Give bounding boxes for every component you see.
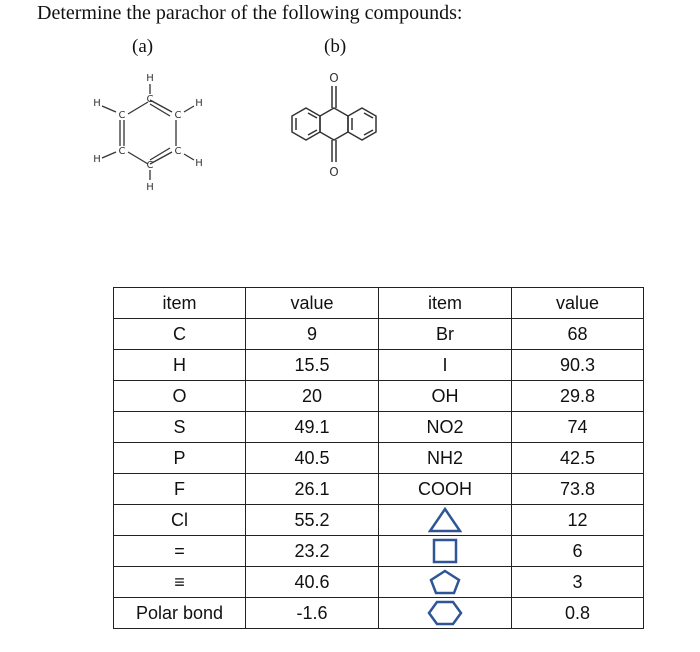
value-cell: 3 [512, 567, 644, 598]
value-cell: 90.3 [512, 350, 644, 381]
hexagon-icon [427, 600, 463, 626]
item-cell: O [114, 381, 246, 412]
value-cell: 68 [512, 319, 644, 350]
atom-h-lower-left: H [93, 154, 101, 165]
item-cell: = [114, 536, 246, 567]
item-cell: H [114, 350, 246, 381]
item-cell: NO2 [379, 412, 512, 443]
atom-o-bottom: O [329, 165, 339, 179]
header-value-2: value [512, 288, 644, 319]
table-row [114, 381, 644, 412]
compound-b-label: (b) [324, 36, 347, 57]
item-cell: Br [379, 319, 512, 350]
table-row [114, 474, 644, 505]
atom-c-top: C [146, 94, 154, 105]
value-cell: -1.6 [246, 598, 379, 629]
value-cell: 12 [512, 505, 644, 536]
atom-h-upper-left: H [93, 98, 101, 109]
pentagon-icon [429, 569, 461, 595]
value-cell: 20 [246, 381, 379, 412]
ring-shape-cell [379, 505, 512, 536]
value-cell: 0.8 [512, 598, 644, 629]
compound-a-structure [80, 62, 220, 202]
table-row [114, 536, 644, 567]
header-value-1: value [246, 288, 379, 319]
table-row [114, 319, 644, 350]
item-cell: ≡ [114, 567, 246, 598]
value-cell: 23.2 [246, 536, 379, 567]
item-cell: P [114, 443, 246, 474]
compound-b-structure [272, 62, 412, 192]
table-row [114, 350, 644, 381]
item-cell: S [114, 412, 246, 443]
square-icon [431, 538, 459, 564]
triangle-icon [428, 507, 462, 533]
item-cell: I [379, 350, 512, 381]
atom-c-lower-left: C [118, 146, 126, 157]
value-cell: 40.6 [246, 567, 379, 598]
value-cell: 42.5 [512, 443, 644, 474]
atom-c-bottom: C [146, 160, 154, 171]
atom-o-top: O [329, 71, 339, 85]
compound-a-label: (a) [132, 36, 154, 57]
value-cell: 6 [512, 536, 644, 567]
ring-shape-cell [379, 567, 512, 598]
table-row [114, 505, 644, 536]
item-cell: Cl [114, 505, 246, 536]
item-cell: OH [379, 381, 512, 412]
header-item-1: item [114, 288, 246, 319]
parachor-table [113, 287, 644, 629]
table-header-row [114, 288, 644, 319]
table-row [114, 567, 644, 598]
header-item-2: item [379, 288, 512, 319]
item-cell: COOH [379, 474, 512, 505]
table-row [114, 598, 644, 629]
value-cell: 55.2 [246, 505, 379, 536]
item-cell: F [114, 474, 246, 505]
value-cell: 73.8 [512, 474, 644, 505]
atom-h-upper-right: H [195, 98, 203, 109]
value-cell: 9 [246, 319, 379, 350]
question-text: Determine the parachor of the following compounds: [37, 2, 463, 24]
table-row [114, 412, 644, 443]
atom-h-lower-right: H [195, 158, 203, 169]
value-cell: 29.8 [512, 381, 644, 412]
table-row [114, 443, 644, 474]
value-cell: 26.1 [246, 474, 379, 505]
value-cell: 74 [512, 412, 644, 443]
ring-shape-cell [379, 536, 512, 567]
value-cell: 49.1 [246, 412, 379, 443]
item-cell: NH2 [379, 443, 512, 474]
atom-h-bottom: H [146, 182, 154, 193]
item-cell: C [114, 319, 246, 350]
atom-c-upper-right: C [174, 110, 182, 121]
item-cell: Polar bond [114, 598, 246, 629]
atom-h-top: H [146, 73, 154, 84]
atom-c-lower-right: C [174, 146, 182, 157]
value-cell: 40.5 [246, 443, 379, 474]
value-cell: 15.5 [246, 350, 379, 381]
ring-shape-cell [379, 598, 512, 629]
atom-c-upper-left: C [118, 110, 126, 121]
